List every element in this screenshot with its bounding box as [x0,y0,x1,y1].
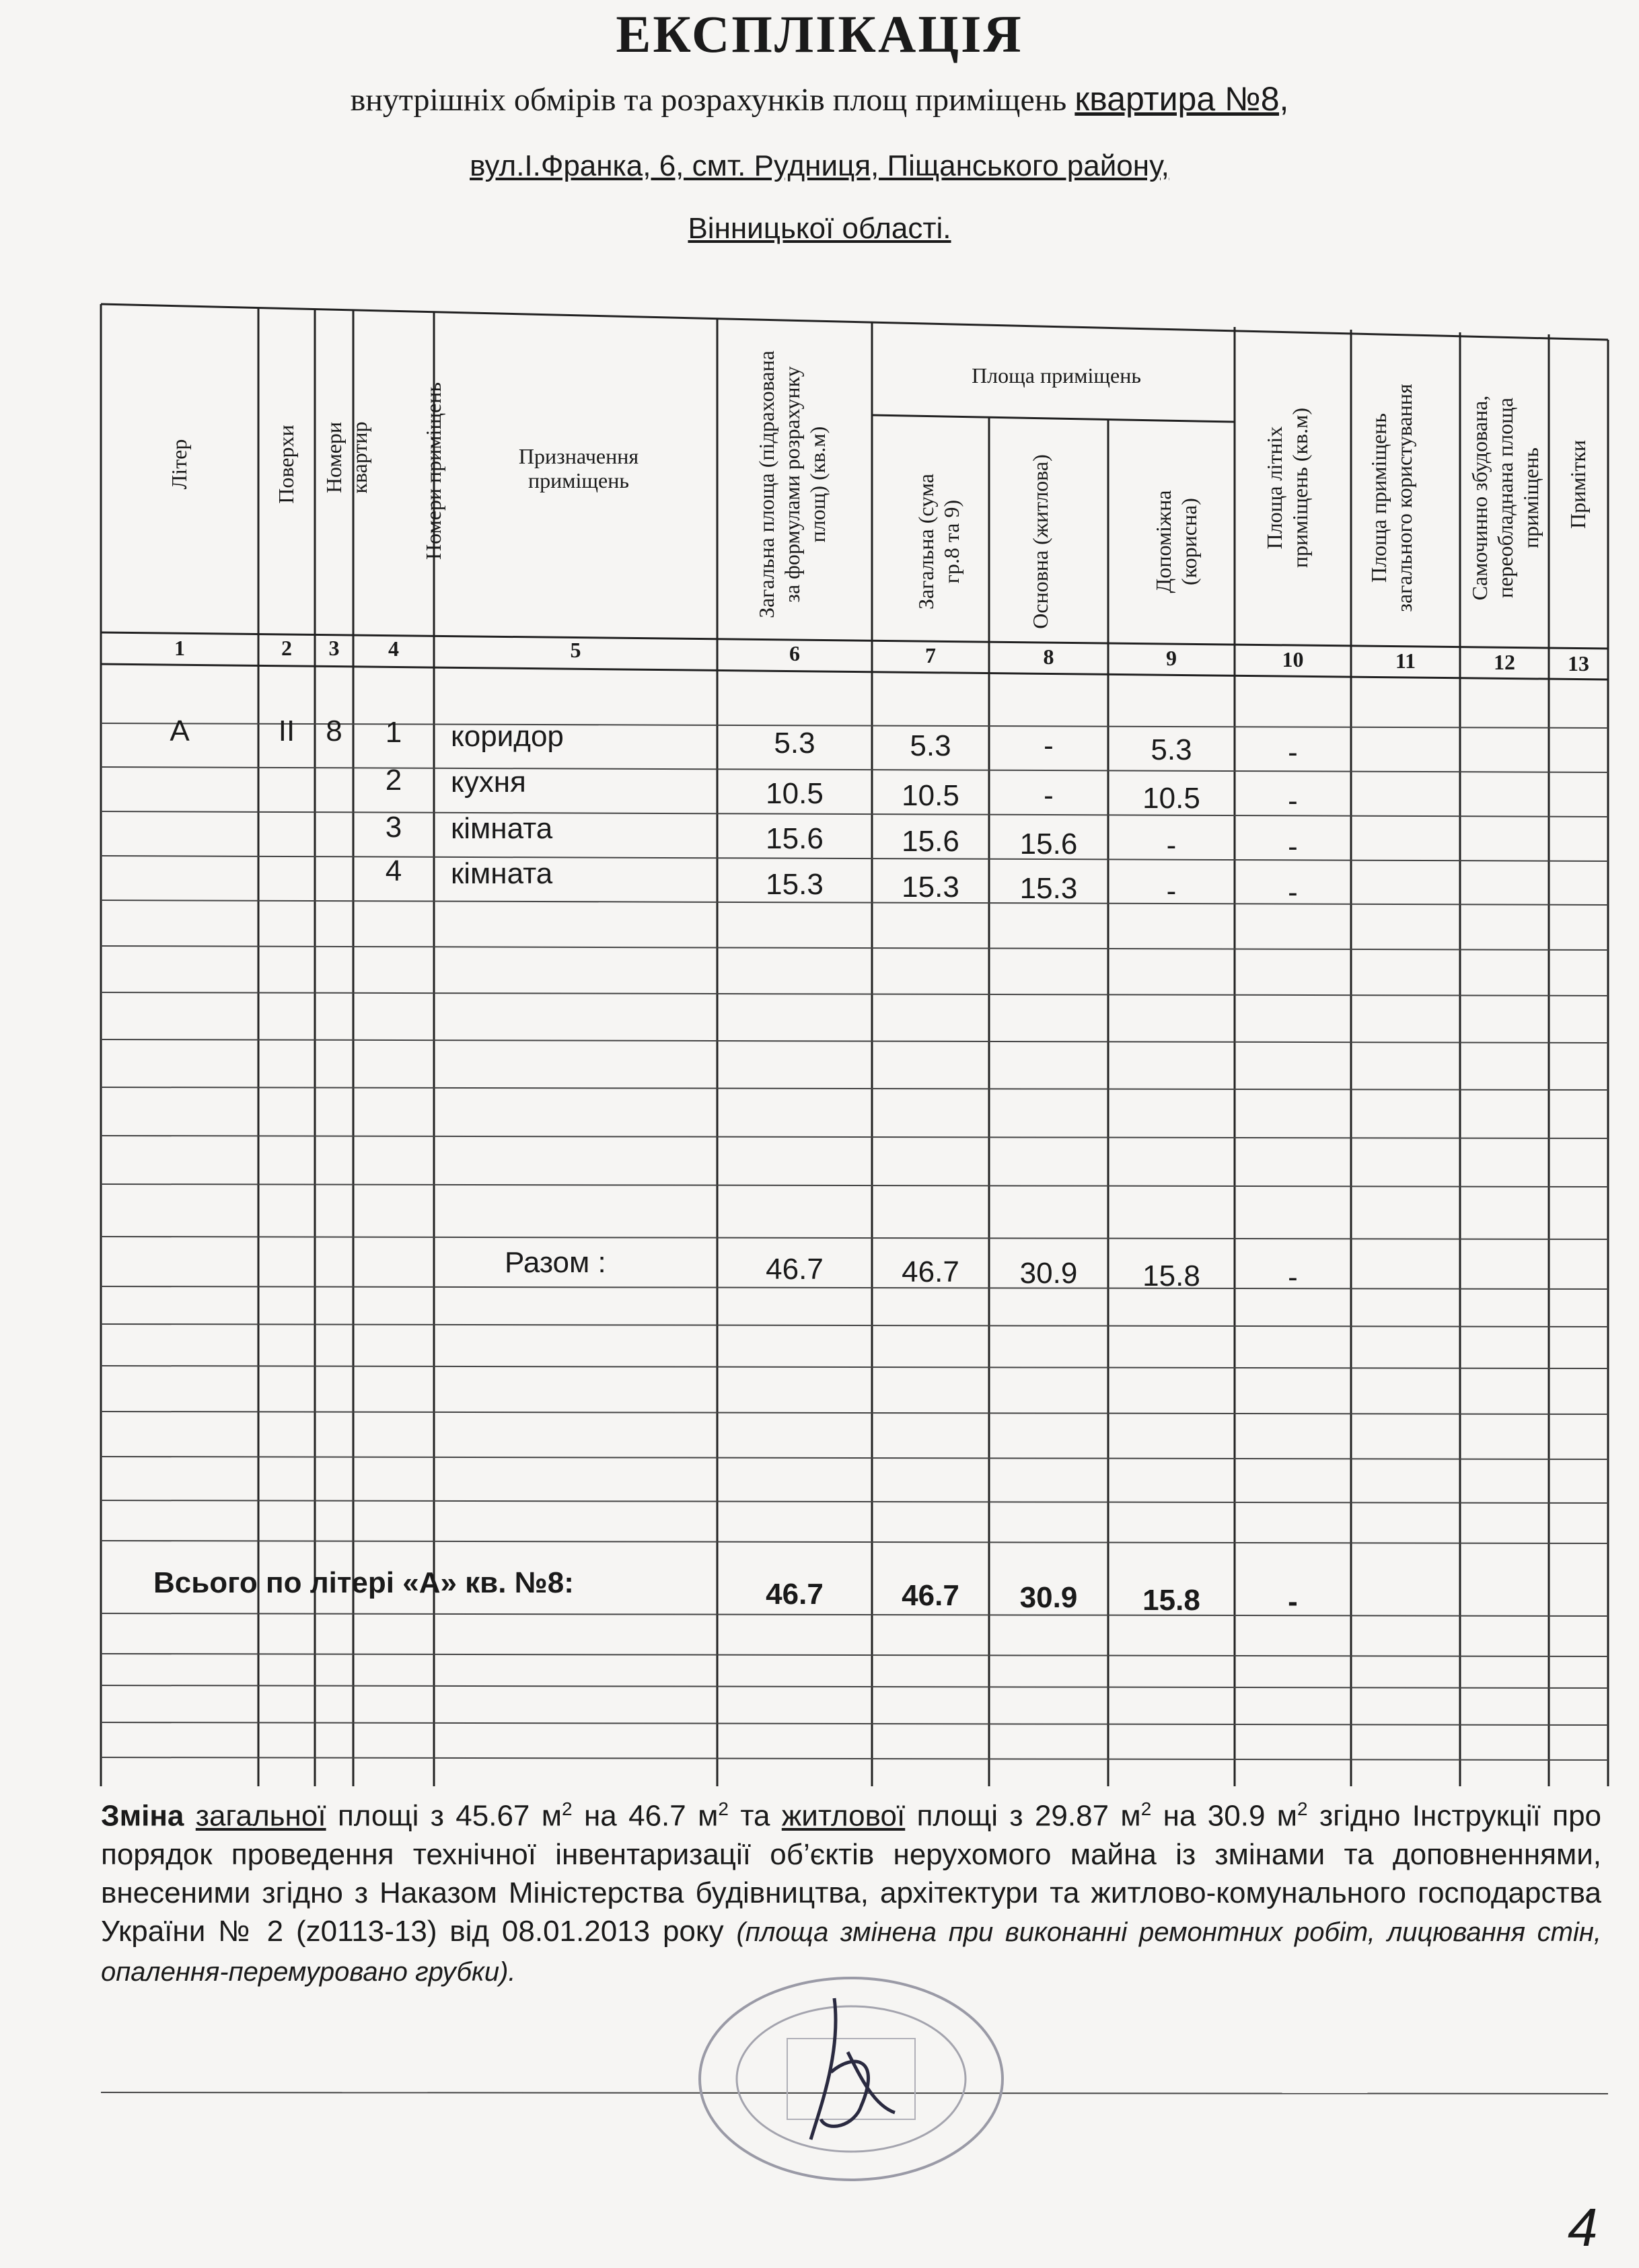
cell-purpose: кімната [451,812,553,845]
grand-total-summer: - [1288,1585,1298,1618]
col-num-5: 5 [570,638,581,662]
cell-total-calc: 5.3 [774,727,815,760]
subtotal-total-sum: 46.7 [902,1255,959,1288]
cell-aux: 10.5 [1142,782,1200,815]
subtitle-prefix: внутрішніх обмірів та розрахунків площ приміщень [350,82,1067,118]
col-num-13: 13 [1568,651,1589,675]
cell-summer: - [1288,876,1298,909]
cell-total-sum: 5.3 [910,729,951,762]
note-lead: Зміна [101,1799,184,1833]
grand-total-total-calc: 46.7 [766,1578,824,1611]
col-num-7: 7 [925,643,936,667]
cell-total-sum: 15.6 [902,825,959,858]
col-num-10: 10 [1282,647,1304,671]
note-total-word: загальної [195,1799,326,1833]
note-sup-3: 2 [1140,1798,1152,1819]
cell-main: 15.3 [1019,872,1078,905]
note-sup-4: 2 [1297,1798,1308,1819]
cell-liter: А [170,715,190,747]
subtotal-total-calc: 46.7 [766,1253,824,1286]
cell-room: 1 [385,716,402,749]
cell-summer: - [1288,830,1298,863]
note-text-4: площі з 29.87 м [916,1799,1141,1833]
header-area-group: Площа приміщень [972,363,1141,388]
col-num-6: 6 [789,641,800,665]
cell-room: 2 [385,764,402,797]
header-total-calc: Загальна площа (підрахована за формулами розрахунку площ) (кв.м) [754,351,830,618]
cell-apt: 8 [326,715,342,747]
grand-total-total-sum: 46.7 [902,1579,959,1612]
document-title: ЕКСПЛІКАЦІЯ [616,5,1023,63]
cell-summer: - [1288,736,1298,769]
header-aux: Допоміжна (корисна) [1151,490,1201,593]
header-liter: Літер [167,439,191,490]
cell-aux: - [1166,875,1177,908]
col-num-3: 3 [328,636,340,660]
cell-total-calc: 15.6 [766,822,824,855]
subtitle-object: квартира №8, [1075,80,1289,118]
col-num-2: 2 [281,636,292,660]
col-num-4: 4 [388,636,399,661]
subtotal-main: 30.9 [1019,1257,1078,1290]
col-num-11: 11 [1395,649,1416,673]
col-num-1: 1 [174,636,185,660]
cell-purpose: коридор [451,720,564,753]
note-text-3: та [740,1799,782,1833]
note-sup-1: 2 [562,1798,573,1819]
header-main: Основна (житлова) [1028,454,1052,629]
header-room-numbers: Номери приміщень [421,381,445,560]
col-num-9: 9 [1166,646,1177,670]
header-apt-numbers: Номери квартир [322,421,371,494]
cell-main: - [1044,779,1054,812]
cell-floor: II [278,715,295,747]
cell-total-calc: 10.5 [766,777,824,810]
stamp-seal-icon [693,1971,1009,2187]
cell-main: - [1044,729,1054,762]
change-note [101,1790,1601,1991]
note-text-5: на 30.9 м [1163,1799,1298,1833]
col-num-8: 8 [1043,645,1054,669]
grand-total-aux: 15.8 [1142,1584,1200,1617]
cell-total-sum: 10.5 [902,779,959,812]
note-living-word: житлової [781,1799,906,1833]
note-text-2: на 46.7 м [583,1799,719,1833]
note-sup-2: 2 [718,1798,729,1819]
header-common: Площа приміщень загального користування [1367,383,1416,612]
subtotal-label: Разом : [505,1246,606,1279]
page-number: 4 [1568,2197,1598,2257]
grand-total-label: Всього по літері «А» кв. №8: [153,1566,574,1599]
grand-total-main: 30.9 [1019,1581,1078,1614]
note-text-1: площі з 45.67 м [337,1799,562,1833]
note-italic: (площа змінена при виконанні ремонтних робіт, лицювання стін, опалення-перемуровано грубки). [101,1917,1602,1987]
cell-purpose: кухня [451,766,526,799]
col-num-12: 12 [1494,650,1515,674]
cell-room: 4 [385,854,402,887]
header-floors: Поверхи [274,425,298,504]
cell-room: 3 [385,811,402,844]
cell-aux: 5.3 [1151,733,1192,766]
cell-main: 15.6 [1019,828,1078,861]
header-self-built: Самочинно збудована, переобладнана площа приміщень [1467,395,1543,601]
note-body: згідно Інструкції про порядок проведення технічної інвентаризації об’єктів нерухомого майна із змінами та доповненнями, внесеними згідно з Наказом Міністерства будівництва, архітектури та житлово-комунального господарства України № 2 (z0113-13) від 08.01.2013 року [101,1799,1602,1948]
header-total-sum: Загальна (сума гр.8 та 9) [914,474,963,610]
cell-summer: - [1288,784,1298,817]
header-summer: Площа літніх приміщень (кв.м) [1262,407,1312,569]
region-line: Вінницької області. [688,212,951,245]
cell-aux: - [1166,829,1177,862]
cell-total-calc: 15.3 [766,868,824,901]
cell-purpose: кімната [451,857,553,890]
subtotal-summer: - [1288,1261,1298,1294]
signature-icon [811,1998,895,2139]
subtotal-aux: 15.8 [1142,1259,1200,1292]
header-notes: Примітки [1566,439,1590,529]
cell-total-sum: 15.3 [902,871,959,904]
header-purpose: Призначення приміщень [518,444,639,492]
address-line: вул.І.Франка, 6, смт. Рудниця, Піщанського району, [470,149,1169,182]
